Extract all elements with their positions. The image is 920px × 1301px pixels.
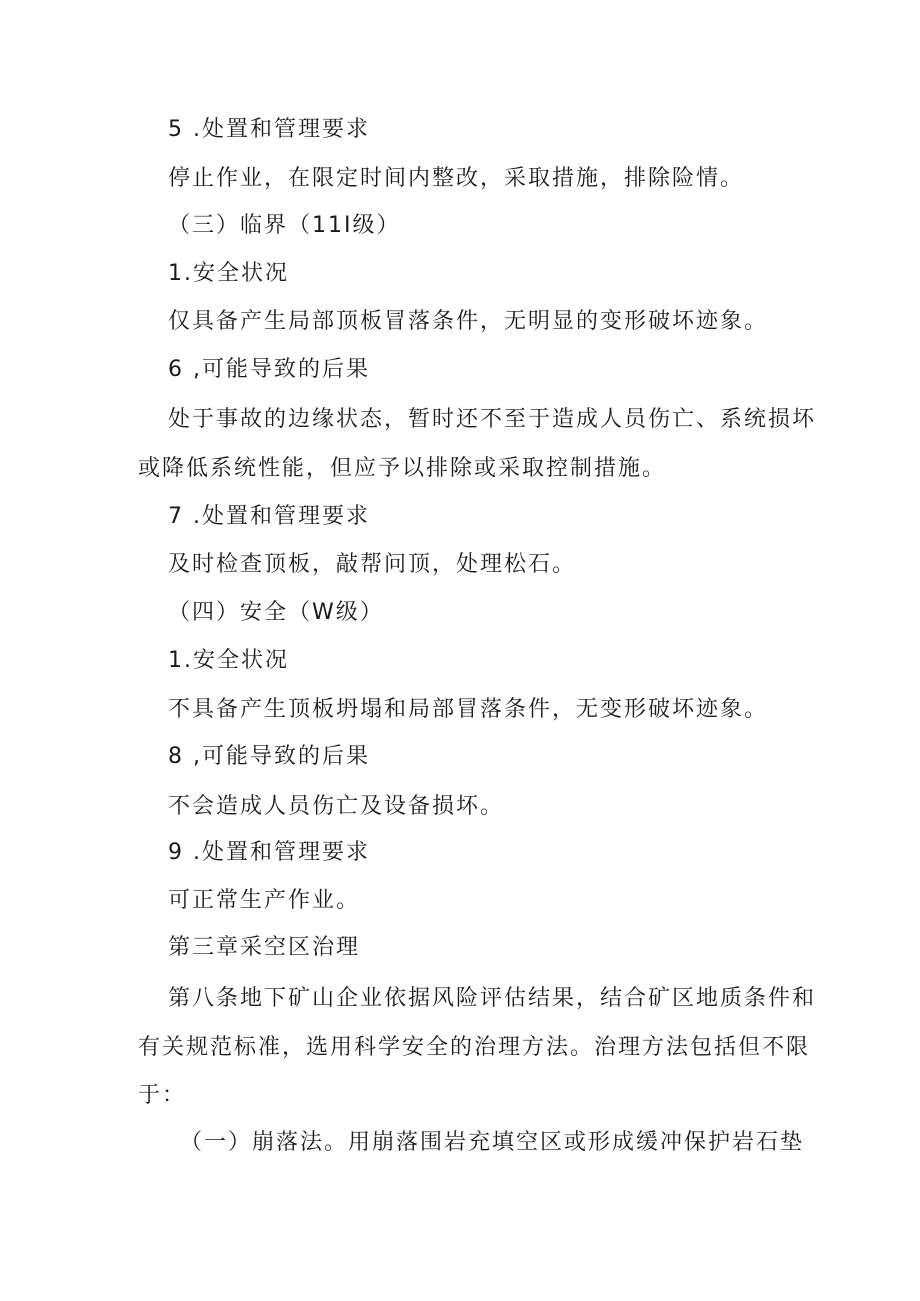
paragraph-normal-operation: 可正常生产作业。 [168,888,361,913]
heading-disposal-requirements-9: 9 .处置和管理要求 [168,840,370,865]
paragraph-article-8-line-3: 于： [138,1083,187,1108]
paragraph-article-8-line-1: 第八条地下矿山企业依据风险评估结果，结合矿区地质条件和 [168,986,817,1011]
heading-disposal-requirements-5: 5 .处置和管理要求 [168,117,370,142]
paragraph-caving-method: （一）崩落法。用崩落围岩充填空区或形成缓冲保护岩石垫 [180,1130,805,1155]
heading-safety-status-critical: 1.安全状况 [168,261,289,286]
paragraph-consequences-line-2: 或降低系统性能，但应予以排除或采取控制措施。 [138,456,667,481]
heading-safety-status-safe: 1.安全状况 [168,648,289,673]
section-heading-safe: （四）安全（W级） [168,600,384,625]
section-heading-critical: （三）临界（11I级） [168,213,401,238]
paragraph-article-8-line-2: 有关规范标准，选用科学安全的治理方法。治理方法包括但不限 [138,1035,811,1060]
chapter-heading-goaf-treatment: 第三章采空区治理 [168,935,361,960]
paragraph-check-roof: 及时检查顶板，敲帮问顶，处理松石。 [168,552,577,577]
paragraph-stop-work: 停止作业，在限定时间内整改，采取措施，排除险情。 [168,166,745,191]
heading-disposal-requirements-7: 7 .处置和管理要求 [168,504,370,529]
paragraph-no-casualties: 不会造成人员伤亡及设备损坏。 [168,794,505,819]
paragraph-critical-status: 仅具备产生局部顶板冒落条件，无明显的变形破坏迹象。 [168,309,769,334]
paragraph-safe-status: 不具备产生顶板坍塌和局部冒落条件，无变形破坏迹象。 [168,697,769,722]
heading-consequences-6: 6 ,可能导致的后果 [168,357,370,382]
heading-consequences-8: 8 ,可能导致的后果 [168,744,370,769]
paragraph-consequences-line-1: 处于事故的边缘状态，暂时还不至于造成人员伤亡、系统损坏 [168,407,817,432]
